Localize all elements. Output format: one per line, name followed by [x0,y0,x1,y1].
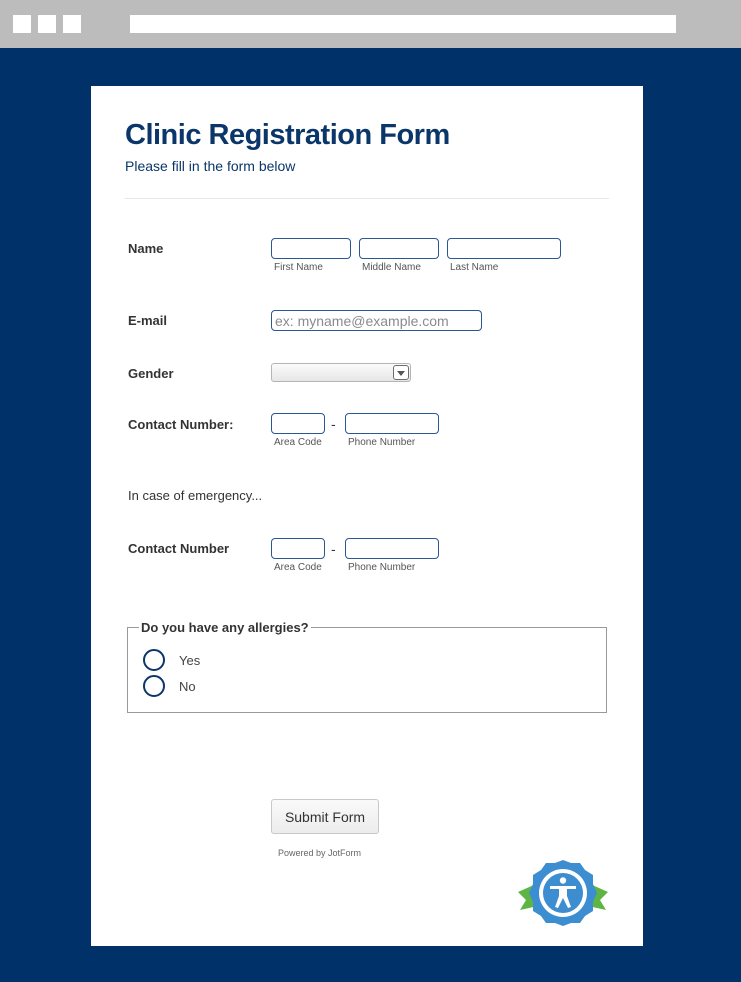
header-divider [125,198,609,199]
window-button-3[interactable] [63,15,81,33]
middle-name-input[interactable] [359,238,439,259]
emergency-phone-number-input[interactable] [345,538,439,559]
phone-number-input[interactable] [345,413,439,434]
powered-by-jotform[interactable]: Powered by JotForm [278,848,362,858]
address-bar[interactable] [130,15,676,33]
gender-select[interactable] [271,363,411,382]
gender-label: Gender [128,366,174,381]
allergies-fieldset [127,627,607,713]
accessibility-badge-icon[interactable] [516,858,610,928]
window-button-1[interactable] [13,15,31,33]
area-code-sublabel: Area Code [274,437,322,448]
emergency-area-code-sublabel: Area Code [274,562,322,573]
emergency-contact-label: Contact Number [128,541,230,556]
area-code-input[interactable] [271,413,325,434]
emergency-phone-number-sublabel: Phone Number [348,562,416,573]
first-name-sublabel: First Name [274,262,323,273]
allergies-yes-radio[interactable] [143,649,165,671]
email-input[interactable] [271,310,482,331]
contact-number-label: Contact Number: [128,417,234,432]
page-subtitle: Please fill in the form below [125,158,296,174]
submit-button[interactable]: Submit Form [271,799,379,834]
middle-name-sublabel: Middle Name [362,262,421,273]
emergency-area-code-input[interactable] [271,538,325,559]
allergies-no-radio[interactable] [143,675,165,697]
page-title: Clinic Registration Form [125,119,450,151]
browser-toolbar [0,0,741,48]
first-name-input[interactable] [271,238,351,259]
last-name-sublabel: Last Name [450,262,499,273]
allergies-no-label[interactable]: No [179,679,196,694]
allergies-yes-label[interactable]: Yes [179,653,201,668]
emergency-phone-separator: - [331,541,336,557]
phone-number-sublabel: Phone Number [348,437,416,448]
allergies-question: Do you have any allergies? [141,620,309,635]
emergency-heading: In case of emergency... [128,488,263,503]
name-label: Name [128,241,164,256]
window-button-2[interactable] [38,15,56,33]
chevron-down-icon[interactable] [393,365,409,380]
form-card [91,86,643,946]
email-label: E-mail [128,313,168,328]
phone-separator: - [331,416,336,432]
last-name-input[interactable] [447,238,561,259]
